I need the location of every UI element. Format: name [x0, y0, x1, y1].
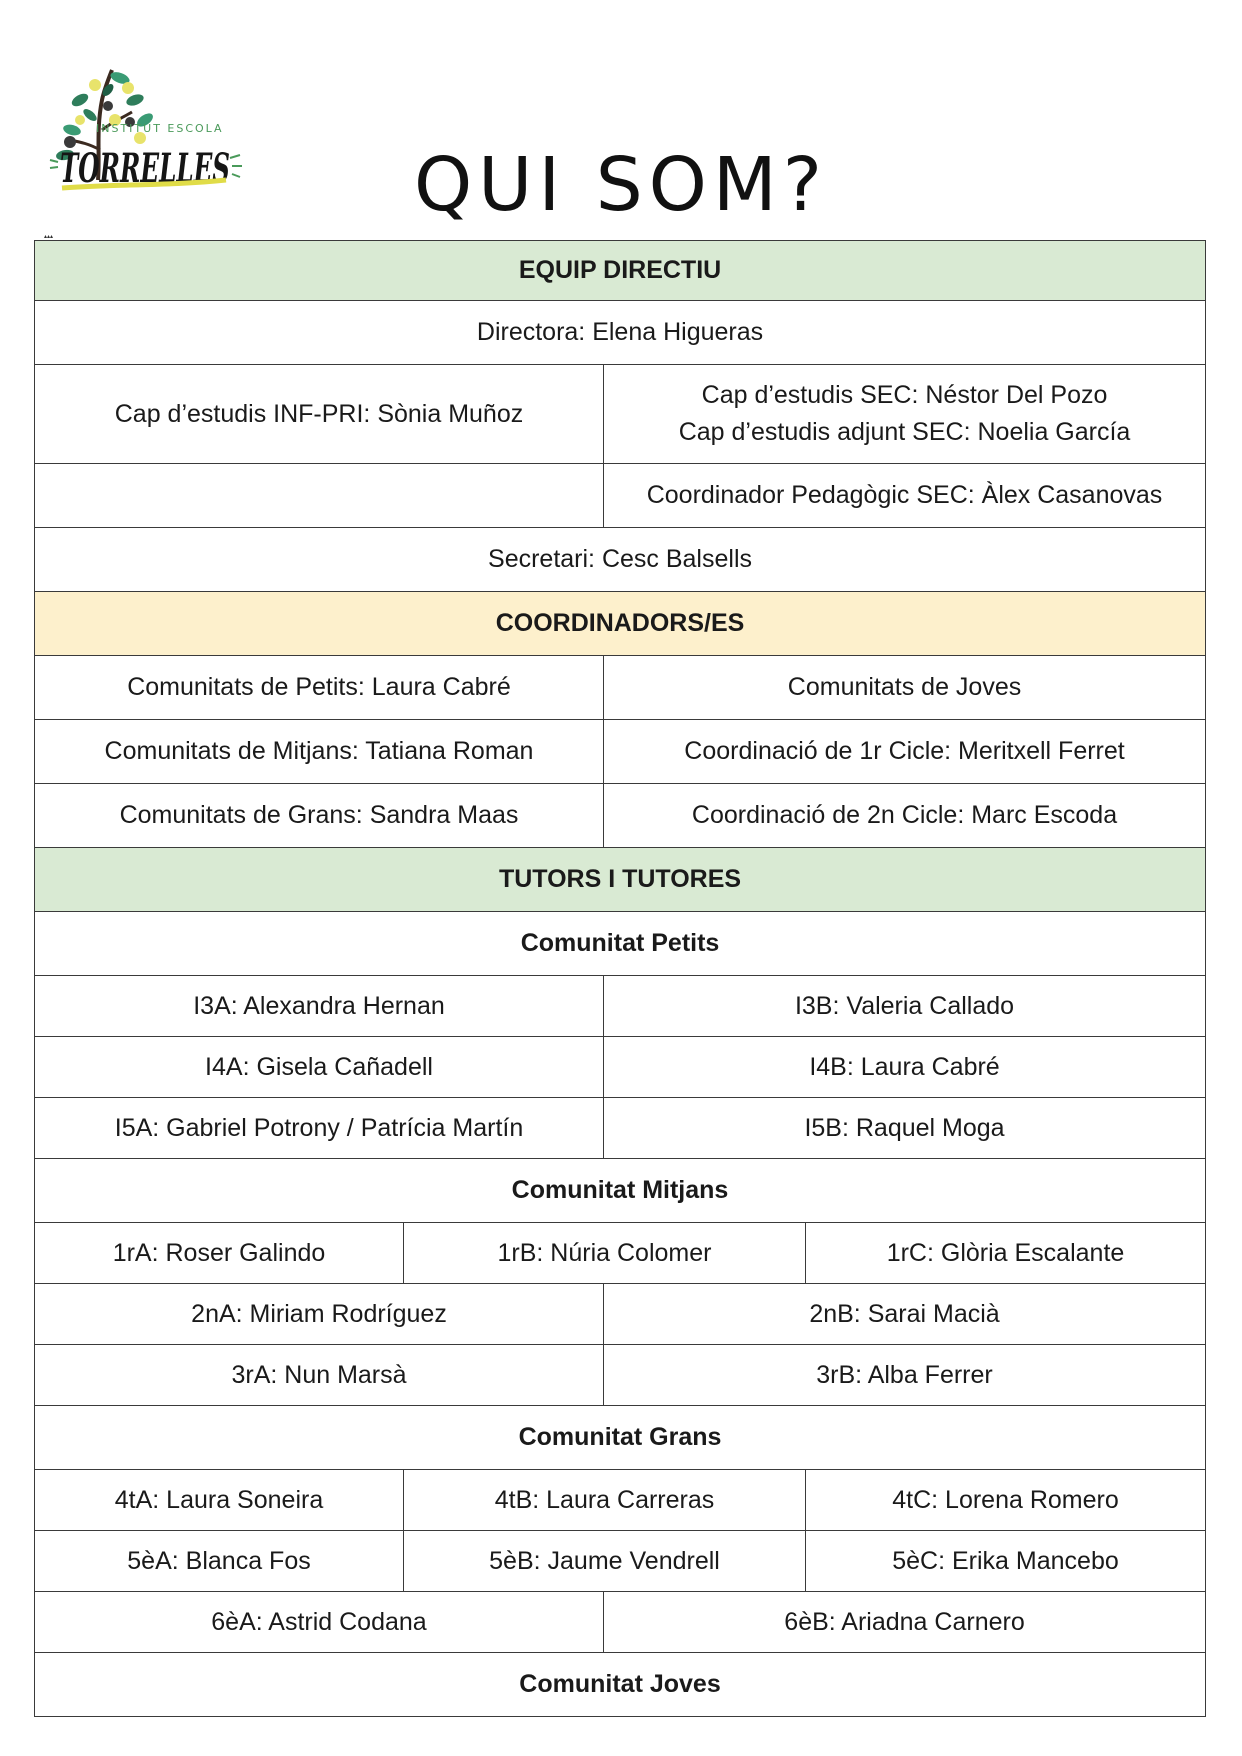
svg-text:TORRELLES: TORRELLES [60, 145, 231, 192]
subsection-header-petits [35, 912, 1206, 976]
table-cell: Coordinació de 1r Cicle: Meritxell Ferret [604, 720, 1206, 784]
table-cell: 5èB: Jaume Vendrell [404, 1531, 806, 1592]
svg-text:INSTITUT ESCOLA: INSTITUT ESCOLA [96, 122, 224, 135]
table-cell: I4A: Gisela Cañadell [35, 1037, 604, 1098]
section-header-tutors [35, 848, 1206, 912]
table-cell: I5B: Raquel Moga [604, 1098, 1206, 1159]
table-cell: 3rA: Nun Marsà [35, 1345, 604, 1406]
table-row [35, 1284, 1206, 1345]
table-cell: Coordinació de 2n Cicle: Marc Escoda [604, 784, 1206, 848]
subsection-header-grans [35, 1406, 1206, 1470]
table-row [35, 1223, 1206, 1284]
subsection-title: Comunitat Mitjans [35, 1159, 1206, 1223]
table-row [35, 464, 1206, 528]
empty-cell [35, 464, 604, 528]
table-row [35, 365, 1206, 464]
table-cell: 6èA: Astrid Codana [35, 1592, 604, 1653]
table-row [35, 784, 1206, 848]
table-cell: 4tB: Laura Carreras [404, 1470, 806, 1531]
secretari-cell: Secretari: Cesc Balsells [35, 528, 1206, 592]
table-cell: I4B: Laura Cabré [604, 1037, 1206, 1098]
cap-adjunt-sec-line: Cap d’estudis adjunt SEC: Noelia García [678, 418, 1131, 446]
table-cell: 5èC: Erika Mancebo [806, 1531, 1206, 1592]
section-header-equip-directiu [35, 241, 1206, 301]
table-row [35, 1037, 1206, 1098]
section-title: COORDINADORS/ES [35, 592, 1206, 656]
table-row [35, 1592, 1206, 1653]
table-cell: 5èA: Blanca Fos [35, 1531, 404, 1592]
staff-table [34, 240, 1206, 1717]
cap-sec-cell [604, 365, 1206, 464]
subsection-title: Comunitat Grans [35, 1406, 1206, 1470]
section-header-coordinadors [35, 592, 1206, 656]
table-row [35, 1470, 1206, 1531]
table-cell: 1rC: Glòria Escalante [806, 1223, 1206, 1284]
cap-sec-line: Cap d’estudis SEC: Néstor Del Pozo [701, 381, 1108, 409]
table-row [35, 1345, 1206, 1406]
table-cell: 4tC: Lorena Romero [806, 1470, 1206, 1531]
table-row [35, 301, 1206, 365]
directora-cell: Directora: Elena Higueras [35, 301, 1206, 365]
table-cell: 3rB: Alba Ferrer [604, 1345, 1206, 1406]
table-row [35, 720, 1206, 784]
table-row [35, 1531, 1206, 1592]
table-cell: I3A: Alexandra Hernan [35, 976, 604, 1037]
table-cell: Comunitats de Joves [604, 656, 1206, 720]
table-cell: 2nB: Sarai Macià [604, 1284, 1206, 1345]
subsection-header-joves [35, 1653, 1206, 1717]
table-row [35, 656, 1206, 720]
cap-inf-pri-cell: Cap d’estudis INF-PRI: Sònia Muñoz [35, 365, 604, 464]
section-title: TUTORS I TUTORES [35, 848, 1206, 912]
table-row [35, 976, 1206, 1037]
table-cell: 1rB: Núria Colomer [404, 1223, 806, 1284]
table-row [35, 1098, 1206, 1159]
table-cell: Comunitats de Petits: Laura Cabré [35, 656, 604, 720]
table-cell: 2nA: Miriam Rodríguez [35, 1284, 604, 1345]
section-title: EQUIP DIRECTIU [35, 241, 1206, 301]
table-cell: I3B: Valeria Callado [604, 976, 1206, 1037]
subsection-title: Comunitat Joves [35, 1653, 1206, 1717]
subsection-header-mitjans [35, 1159, 1206, 1223]
table-cell: 1rA: Roser Galindo [35, 1223, 404, 1284]
table-cell: Comunitats de Grans: Sandra Maas [35, 784, 604, 848]
table-cell: 4tA: Laura Soneira [35, 1470, 404, 1531]
table-row [35, 528, 1206, 592]
coordinador-pedagogic-cell: Coordinador Pedagògic SEC: Àlex Casanovas [604, 464, 1206, 528]
subsection-title: Comunitat Petits [35, 912, 1206, 976]
table-cell: I5A: Gabriel Potrony / Patrícia Martín [35, 1098, 604, 1159]
page-title: QUI SOM? [413, 142, 829, 228]
table-cell: 6èB: Ariadna Carnero [604, 1592, 1206, 1653]
tiny-mark: ▴▴▴ [44, 234, 54, 240]
table-cell: Comunitats de Mitjans: Tatiana Roman [35, 720, 604, 784]
